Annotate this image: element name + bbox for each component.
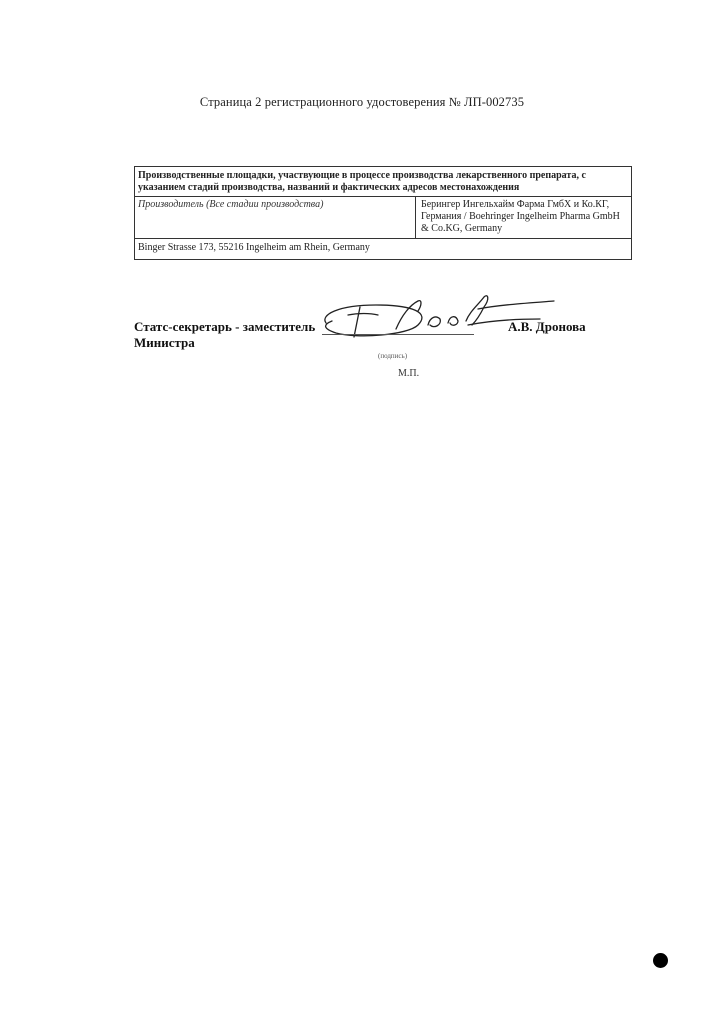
page-header: Страница 2 регистрационного удостоверения № ЛП-002735 [199, 95, 525, 109]
seal-label: М.П. [398, 368, 420, 379]
signature-caption: (подпись) [378, 352, 408, 360]
manufacturer-address: Binger Strasse 173, 55216 Ingelheim am Rhein, Germany [138, 242, 370, 253]
signature-line [322, 334, 474, 335]
production-sites-table [134, 166, 632, 260]
page-marker-dot [653, 953, 668, 968]
manufacturer-role: Производитель (Все стадии производства) [138, 199, 324, 210]
signatory-name: А.В. Дронова [508, 319, 586, 334]
manufacturer-row [135, 197, 631, 239]
signatory-title: Статс-секретарь - заместитель Министра [134, 319, 316, 350]
table-heading: Производственные площадки, участвующие в процессе производства лекарственного препарата, с указанием стадий производства, названий и фактических адресов местонахождения [135, 167, 631, 197]
handwritten-signature [318, 285, 558, 345]
manufacturer-name: Берингер Ингельхайм Фарма ГмбХ и Ко.КГ, Германия / Boehringer Ingelheim Pharma GmbH & Co.KG, Germany [415, 197, 631, 238]
